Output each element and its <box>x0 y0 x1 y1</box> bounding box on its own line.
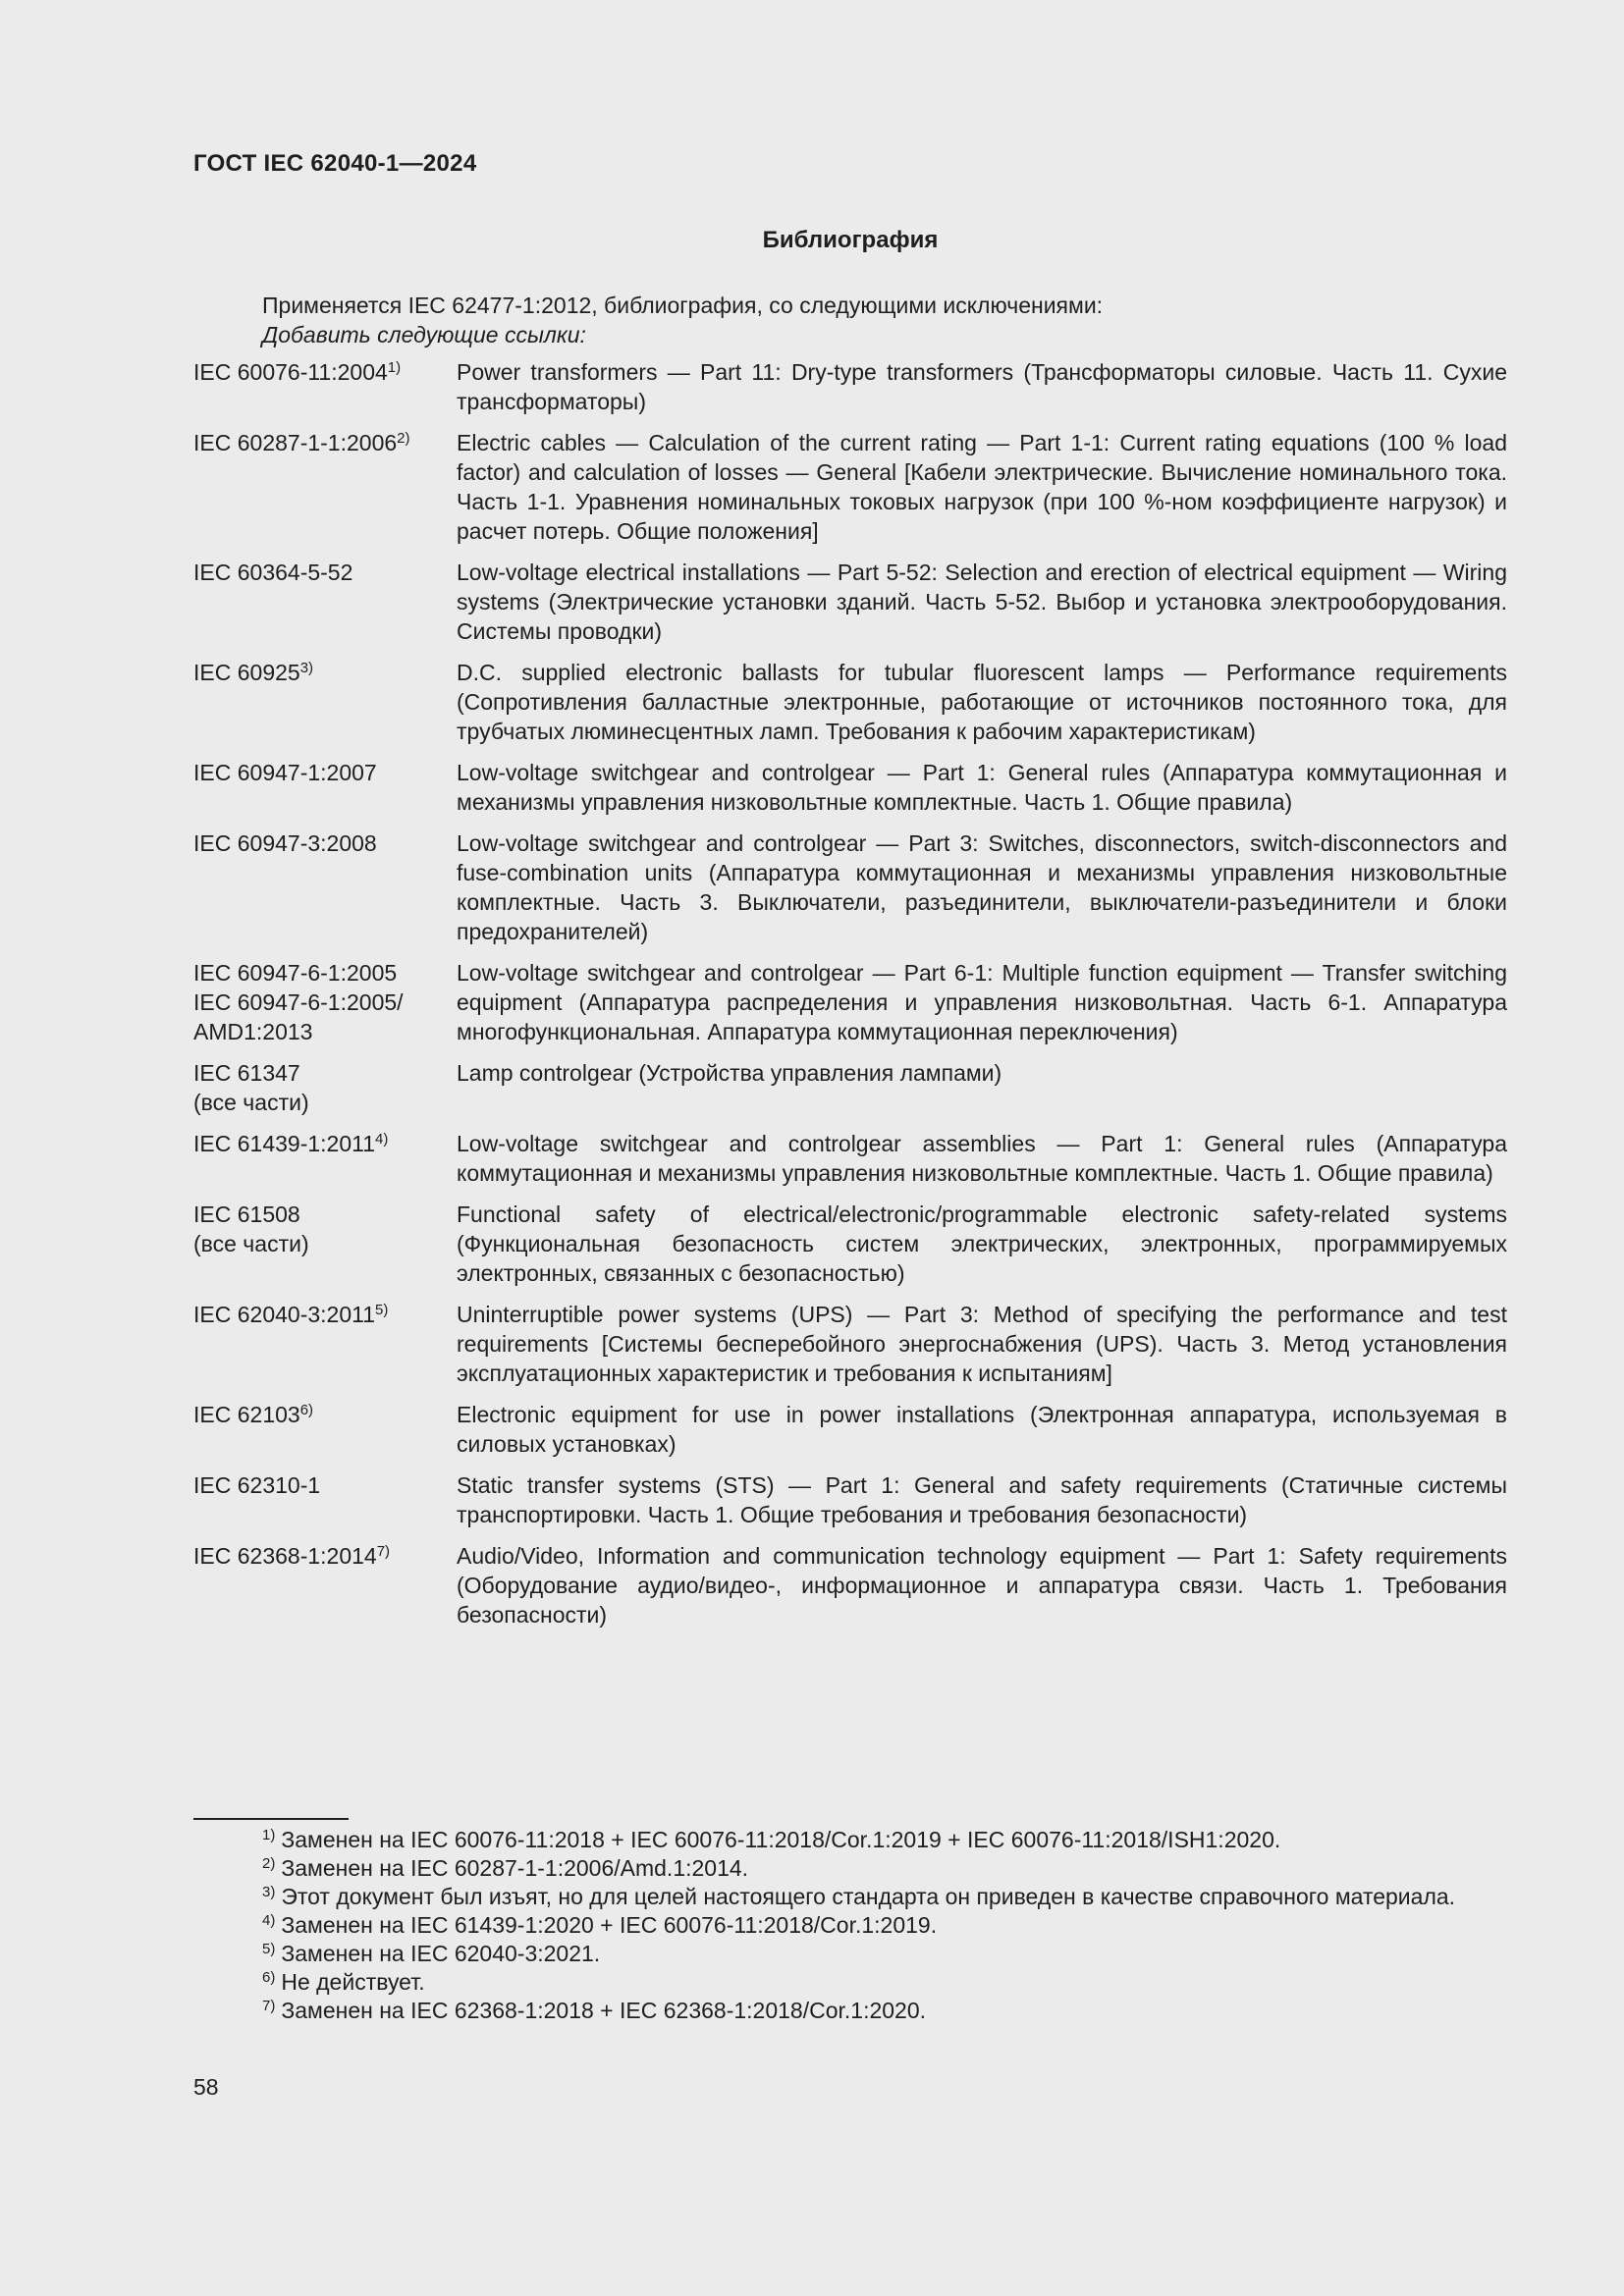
reference-code-line: IEC 60947-6-1:2005/ <box>193 989 404 1015</box>
reference-row <box>193 1400 1507 1459</box>
footnote-marker: 1) <box>387 359 402 376</box>
footnote <box>193 1911 1507 1940</box>
footnote-divider <box>193 1818 349 1820</box>
reference-code-line: (все части) <box>193 1090 309 1115</box>
footnote-marker: 6) <box>262 1969 276 1986</box>
page-number: 58 <box>193 2074 219 2100</box>
reference-row <box>193 1470 1507 1529</box>
footnote-list <box>193 1826 1507 2025</box>
reference-row <box>193 1300 1507 1388</box>
reference-row <box>193 828 1507 946</box>
reference-row <box>193 1541 1507 1629</box>
reference-title: Low-voltage switchgear and controlgear — Part 6-1: Multiple function equipment — Transfer switching equipment (Аппаратура распределения и управления низковольтная. Часть 6-1. Аппаратура многофункциональная. Аппаратура коммутационная переключения) <box>457 960 1507 1044</box>
footnote-text: Не действует. <box>281 1969 425 1995</box>
reference-row <box>193 658 1507 746</box>
reference-code-line: IEC 62368-1:2014$^{7)}$ <box>193 1543 391 1569</box>
footnote <box>193 1968 1507 1997</box>
footnote-text: Этот документ был изъят, но для целей настоящего стандарта он приведен в качестве справочного материала. <box>281 1884 1456 1909</box>
footnote-marker: 3) <box>262 1884 276 1900</box>
reference-title: Functional safety of electrical/electronic/programmable electronic safety-related systems (Функциональная безопасность систем электрических, электронных, программируемых электронных, связанных с безопасностью) <box>457 1201 1507 1286</box>
reference-code-line: IEC 61508 <box>193 1201 300 1227</box>
reference-code <box>193 558 457 587</box>
reference-row <box>193 1058 1507 1117</box>
reference-row <box>193 357 1507 416</box>
footnote <box>193 1826 1507 1854</box>
document-page <box>193 0 1507 2296</box>
reference-list <box>193 357 1507 1641</box>
footnote-marker: 7) <box>262 1998 276 2014</box>
reference-title: Electronic equipment for use in power installations (Электронная аппаратура, используемая в силовых установках) <box>457 1402 1507 1457</box>
reference-row <box>193 1129 1507 1188</box>
reference-code-line: IEC 60947-6-1:2005 <box>193 960 398 986</box>
reference-title: Static transfer systems (STS) — Part 1: General and safety requirements (Статичные системы транспортировки. Часть 1. Общие требования и требования безопасности) <box>457 1472 1507 1527</box>
footnote-text: Заменен на IEC 62368-1:2018 + IEC 62368-1:2018/Cor.1:2020. <box>281 1998 927 2023</box>
reference-row <box>193 558 1507 646</box>
footnote <box>193 1997 1507 2025</box>
footnote <box>193 1940 1507 1968</box>
reference-code <box>193 758 457 787</box>
reference-code <box>193 1400 457 1429</box>
reference-code <box>193 357 457 387</box>
reference-title: Lamp controlgear (Устройства управления лампами) <box>457 1060 1002 1086</box>
footnote-text: Заменен на IEC 60076-11:2018 + IEC 60076-11:2018/Cor.1:2019 + IEC 60076-11:2018/ISH1:2020. <box>281 1827 1281 1852</box>
reference-code <box>193 1058 457 1117</box>
reference-code <box>193 1129 457 1158</box>
footnote-text: Заменен на IEC 61439-1:2020 + IEC 60076-11:2018/Cor.1:2019. <box>281 1912 938 1938</box>
reference-code-line: IEC 62103$^{6)}$ <box>193 1402 314 1427</box>
reference-code-line: (все части) <box>193 1231 309 1256</box>
reference-row <box>193 428 1507 546</box>
footnote-marker: 2) <box>397 430 410 447</box>
reference-code <box>193 958 457 1046</box>
footnote-marker: 7) <box>376 1543 391 1560</box>
reference-code-line: IEC 61347 <box>193 1060 300 1086</box>
reference-title: Low-voltage switchgear and controlgear — Part 1: General rules (Аппаратура коммутационная и механизмы управления низковольтные комплектные. Часть 1. Общие правила) <box>457 760 1507 815</box>
intro-instruction: Добавить следующие ссылки: <box>262 322 586 347</box>
reference-code <box>193 1470 457 1500</box>
reference-code-line: IEC 60364-5-52 <box>193 560 353 585</box>
reference-code-line: IEC 60925$^{3)}$ <box>193 660 314 685</box>
reference-code <box>193 428 457 457</box>
footnote <box>193 1883 1507 1911</box>
footnote-marker: 4) <box>375 1131 389 1148</box>
reference-code-line: AMD1:2013 <box>193 1019 313 1044</box>
reference-title: Power transformers — Part 11: Dry-type transformers (Трансформаторы силовые. Часть 11. Сухие трансформаторы) <box>457 359 1507 414</box>
footnote-marker: 2) <box>262 1855 276 1872</box>
intro-line: Применяется IEC 62477-1:2012, библиография, со следующими исключениями: <box>262 293 1104 318</box>
reference-row <box>193 958 1507 1046</box>
reference-title: Uninterruptible power systems (UPS) — Part 3: Method of specifying the performance and test requirements [Системы бесперебойного энергоснабжения (UPS). Часть 3. Метод установления эксплуатационных характеристик и требования к испытаниям] <box>457 1302 1507 1386</box>
reference-row <box>193 1200 1507 1288</box>
reference-code-line: IEC 60947-3:2008 <box>193 830 377 856</box>
section-title: Библиография <box>762 227 939 253</box>
footnote <box>193 1854 1507 1883</box>
reference-code <box>193 828 457 858</box>
reference-code-line: IEC 62310-1 <box>193 1472 321 1498</box>
reference-title: Low-voltage electrical installations — Part 5-52: Selection and erection of electrical equipment — Wiring systems (Электрические установки зданий. Часть 5-52. Выбор и установка электрооборудования. Системы проводки) <box>457 560 1507 644</box>
footnote-marker: 3) <box>299 660 314 676</box>
reference-title: Low-voltage switchgear and controlgear — Part 3: Switches, disconnectors, switch-disconnectors and fuse-combination units (Аппаратура коммутационная и механизмы управления низковольтные комплектные. Часть 3. Выключатели, разъединители, выключатели-разъединители и блоки предохранителей) <box>457 830 1507 944</box>
reference-code-line: IEC 61439-1:2011$^{4)}$ <box>193 1131 389 1156</box>
footnote-marker: 4) <box>262 1912 276 1929</box>
reference-code <box>193 1200 457 1258</box>
reference-code <box>193 658 457 687</box>
footnote-marker: 5) <box>262 1941 276 1957</box>
footnote-text: Заменен на IEC 60287-1-1:2006/Amd.1:2014. <box>281 1855 749 1881</box>
intro-text <box>262 291 1103 349</box>
reference-code-line: IEC 60947-1:2007 <box>193 760 377 785</box>
document-code: ГОСТ IEC 62040-1—2024 <box>193 150 477 177</box>
reference-title: Audio/Video, Information and communication technology equipment — Part 1: Safety requirements (Оборудование аудио/видео-, информационное и аппаратура связи. Часть 1. Требования безопасности) <box>457 1543 1507 1628</box>
reference-code <box>193 1541 457 1571</box>
reference-title: D.C. supplied electronic ballasts for tubular fluorescent lamps — Performance requirements (Сопротивления балластные электронные, работающие от источников постоянного тока, для трубчатых люминесцентных ламп. Требования к рабочим характеристикам) <box>457 660 1507 744</box>
reference-row <box>193 758 1507 817</box>
reference-title: Electric cables — Calculation of the current rating — Part 1-1: Current rating equations (100 % load factor) and calculation of losses — General [Кабели электрические. Вычисление номинального тока. Часть 1-1. Уравнения номинальных токовых нагрузок (при 100 %-ном коэффициенте нагрузок) и расчет потерь. Общие положения] <box>457 430 1507 544</box>
reference-title: Low-voltage switchgear and controlgear assemblies — Part 1: General rules (Аппаратура коммутационная и механизмы управления низковольтные комплектные. Часть 1. Общие правила) <box>457 1131 1507 1186</box>
footnote-marker: 1) <box>262 1827 276 1843</box>
reference-code-line: IEC 60076-11:2004$^{1)}$ <box>193 359 402 385</box>
reference-code-line: IEC 60287-1-1:2006$^{2)}$ <box>193 430 410 455</box>
reference-code <box>193 1300 457 1329</box>
footnote-marker: 6) <box>299 1402 314 1418</box>
footnote-marker: 5) <box>375 1302 389 1318</box>
reference-code-line: IEC 62040-3:2011$^{5)}$ <box>193 1302 389 1327</box>
footnote-text: Заменен на IEC 62040-3:2021. <box>281 1941 601 1966</box>
